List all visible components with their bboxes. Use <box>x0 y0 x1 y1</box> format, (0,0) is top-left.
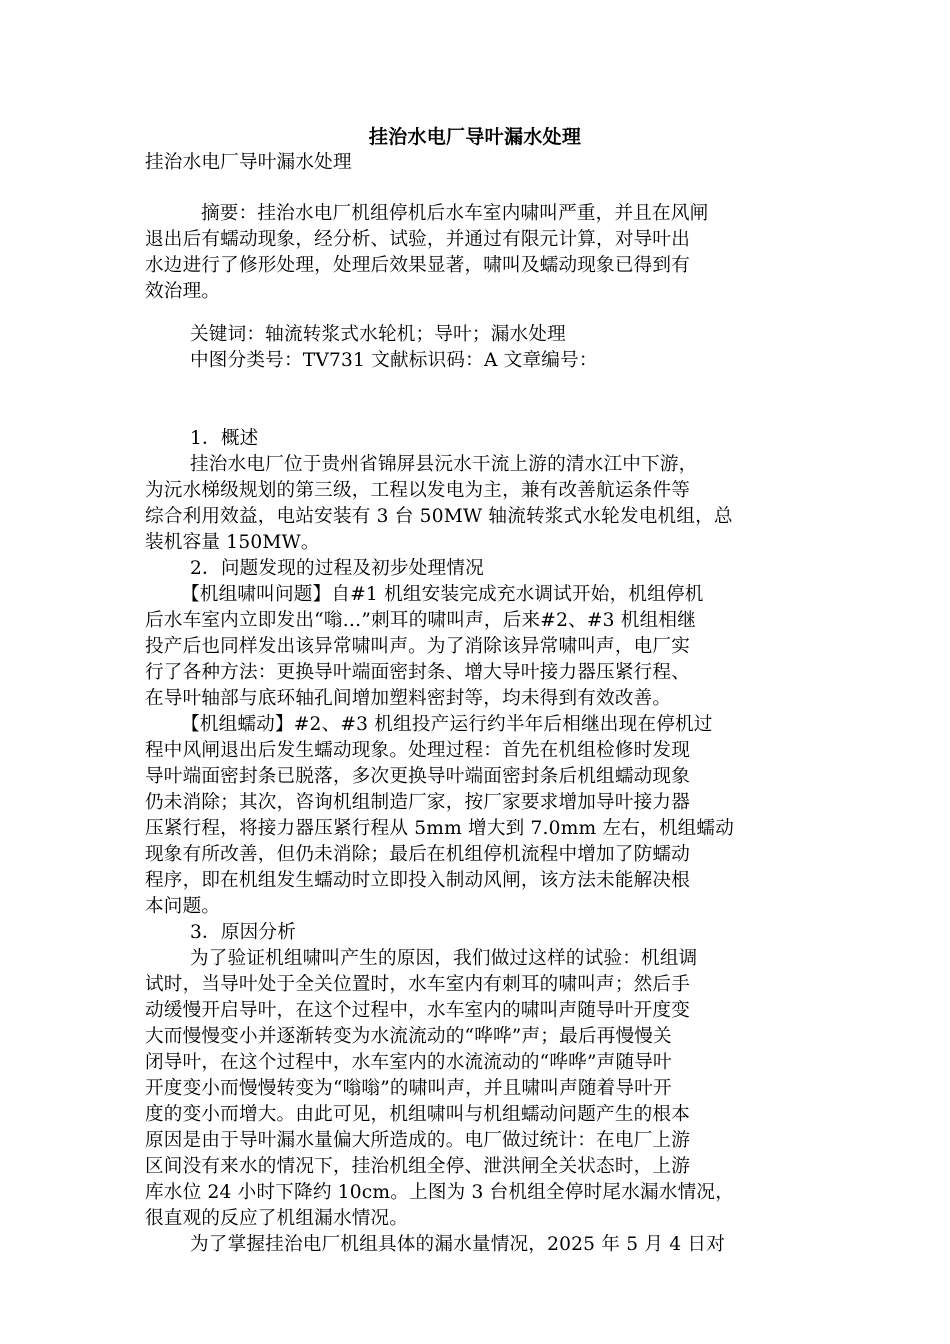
paragraph-line: 行了各种方法：更换导叶端面密封条、增大导叶接力器压紧行程、 <box>145 662 691 683</box>
abstract-line: 摘要：挂治水电厂机组停机后水车室内啸叫严重，并且在风闸 <box>201 203 709 224</box>
abstract-line: 效治理。 <box>145 281 221 302</box>
paragraph-line: 挂治水电厂位于贵州省锦屏县沅水干流上游的清水江中下游， <box>190 454 698 475</box>
paragraph-line: 闭导叶，在这个过程中，水车室内的水流流动的“哗哗”声随导叶 <box>145 1052 672 1073</box>
paragraph-line: 很直观的反应了机组漏水情况。 <box>145 1208 409 1229</box>
section-1-paragraph <box>145 452 805 556</box>
document-subtitle <box>145 150 805 176</box>
subtitle-line: 挂治水电厂导叶漏水处理 <box>145 152 352 173</box>
paragraph-line: 本问题。 <box>145 896 221 917</box>
abstract-line: 退出后有蠕动现象，经分析、试验，并通过有限元计算，对导叶出 <box>145 229 691 250</box>
section-3-paragraph-2 <box>145 1232 805 1258</box>
section-2-paragraph-2 <box>145 712 805 920</box>
paragraph-line: 开度变小而慢慢转变为“嗡嗡”的啸叫声，并且啸叫声随着导叶开 <box>145 1078 672 1099</box>
paragraph-line: 压紧行程，将接力器压紧行程从 5mm 增大到 7.0mm 左右，机组蠕动 <box>145 818 735 839</box>
paragraph-line: 度的变小而增大。由此可见，机组啸叫与机组蠕动问题产生的根本 <box>145 1104 691 1125</box>
paragraph-line: 程中风闸退出后发生蠕动现象。处理过程：首先在机组检修时发现 <box>145 740 691 761</box>
paragraph-line: 投产后也同样发出该异常啸叫声。为了消除该异常啸叫声，电厂实 <box>145 636 691 657</box>
metadata-block <box>145 322 805 374</box>
paragraph-line: 导叶端面密封条已脱落，多次更换导叶端面密封条后机组蠕动现象 <box>145 766 691 787</box>
paragraph-line: 为了掌握挂治电厂机组具体的漏水量情况，2025 年 5 月 4 日对 <box>190 1234 725 1255</box>
keywords-line: 关键词：轴流转浆式水轮机；导叶；漏水处理 <box>190 324 566 345</box>
abstract-line: 水边进行了修形处理，处理后效果显著，啸叫及蠕动现象已得到有 <box>145 255 691 276</box>
paragraph-line: 装机容量 150MW。 <box>145 532 320 553</box>
paragraph-line: 【机组蠕动】#2、#3 机组投产运行约半年后相继出现在停机过 <box>181 714 713 735</box>
paragraph-line: 动缓慢开启导叶，在这个过程中，水车室内的啸叫声随导叶开度变 <box>145 1000 691 1021</box>
main-body <box>145 426 805 1258</box>
paragraph-line: 现象有所改善，但仍未消除；最后在机组停机流程中增加了防蠕动 <box>145 844 691 865</box>
paragraph-line: 试时，当导叶处于全关位置时，水车室内有刺耳的啸叫声；然后手 <box>145 974 691 995</box>
document-title: 挂治水电厂导叶漏水处理 <box>368 126 582 148</box>
paragraph-line: 程序，即在机组发生蠕动时立即投入制动风闸，该方法未能解决根 <box>145 870 691 891</box>
paragraph-line: 后水车室内立即发出“嗡…”刺耳的啸叫声，后来#2、#3 机组相继 <box>145 610 696 631</box>
paragraph-line: 为沅水梯级规划的第三级，工程以发电为主，兼有改善航运条件等 <box>145 480 691 501</box>
section-3-heading: 3．原因分析 <box>190 922 296 943</box>
paragraph-line: 原因是由于导叶漏水量偏大所造成的。电厂做过统计：在电厂上游 <box>145 1130 691 1151</box>
abstract-paragraph <box>145 201 805 305</box>
paragraph-line: 为了验证机组啸叫产生的原因，我们做过这样的试验：机组调 <box>190 948 698 969</box>
paragraph-line: 大而慢慢变小并逐渐转变为水流流动的“哗哗”声；最后再慢慢关 <box>145 1026 672 1047</box>
section-2-heading: 2．问题发现的过程及初步处理情况 <box>190 558 484 579</box>
classification-line: 中图分类号：TV731 文献标识码：A 文章编号： <box>190 350 598 371</box>
paragraph-line: 在导叶轴部与底环轴孔间增加塑料密封等，均未得到有效改善。 <box>145 688 672 709</box>
section-1-heading: 1．概述 <box>190 428 259 449</box>
paragraph-line: 仍未消除；其次，咨询机组制造厂家，按厂家要求增加导叶接力器 <box>145 792 691 813</box>
section-2-paragraph-1 <box>145 582 805 712</box>
paragraph-line: 区间没有来水的情况下，挂治机组全停、泄洪闸全关状态时，上游 <box>145 1156 691 1177</box>
paragraph-line: 【机组啸叫问题】自#1 机组安装完成充水调试开始，机组停机 <box>181 584 704 605</box>
paragraph-line: 库水位 24 小时下降约 10cm。上图为 3 台机组全停时尾水漏水情况， <box>145 1182 734 1203</box>
paragraph-line: 综合利用效益，电站安装有 3 台 50MW 轴流转浆式水轮发电机组，总 <box>145 506 733 527</box>
section-3-paragraph-1 <box>145 946 805 1232</box>
